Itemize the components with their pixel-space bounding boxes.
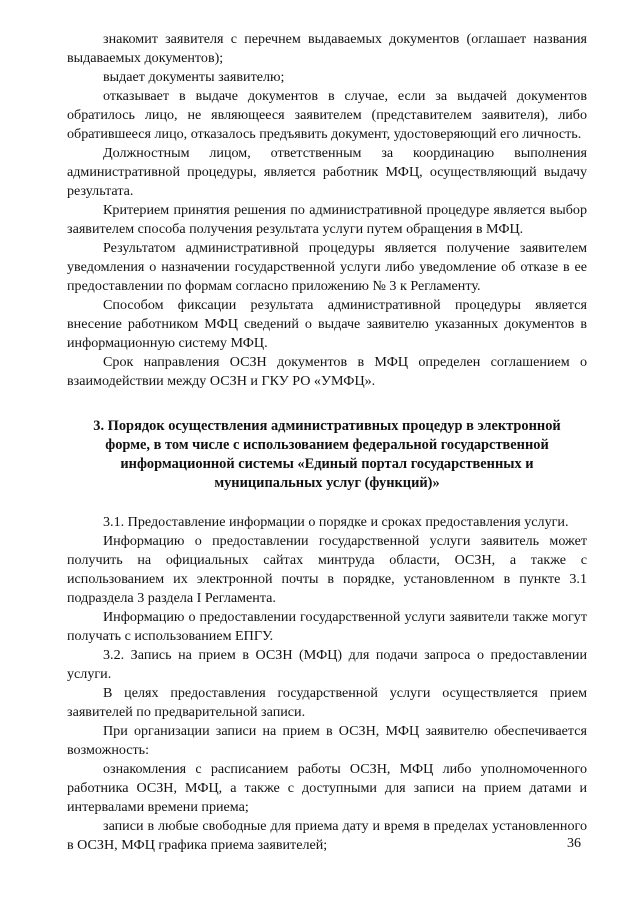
paragraph-free-slot: записи в любые свободные для приема дату и время в пределах установленного в ОСЗН, МФЦ графика приема заявителей;: [67, 818, 587, 853]
paragraph-refusal: отказывает в выдаче документов в случае, если за выдачей документов обратилось лицо, не являющееся заявителем (представителем заявителя), либо обратившееся лицо, отказалось предъявить документ, удостоверяющий его личность.: [67, 88, 587, 142]
document-page: [67, 30, 587, 855]
paragraph-appointment-options: При организации записи на прием в ОСЗН, МФЦ заявителю обеспечивается возможность:: [67, 723, 587, 758]
paragraph-preliminary-appointment: В целях предоставления государственной услуги осуществляется прием заявителей по предварительной записи.: [67, 685, 587, 720]
paragraph-issue-documents: выдает документы заявителю;: [103, 69, 285, 85]
paragraph-info-epgu: Информацию о предоставлении государственной услуги заявители также могут получать с использованием ЕПГУ.: [67, 609, 587, 644]
paragraph-responsible-official: Должностным лицом, ответственным за координацию выполнения административной процедуры, является работник МФЦ, осуществляющий выдачу результата.: [67, 145, 587, 199]
paragraph-result-recording: Способом фиксации результата административной процедуры является внесение работником МФЦ сведений о выдаче заявителю указанных документов в информационную систему МФЦ.: [67, 297, 587, 351]
paragraph-decision-criterion: Критерием принятия решения по административной процедуре является выбор заявителем способа получения результата услуги путем обращения в МФЦ.: [67, 202, 587, 237]
paragraph-procedure-result: Результатом административной процедуры является получение заявителем уведомления о назначении государственной услуги либо уведомление об отказе в ее предоставлении по формам согласно приложению № 3 к Регламенту.: [67, 240, 587, 294]
paragraph-3-2: 3.2. Запись на прием в ОСЗН (МФЦ) для подачи запроса о предоставлении услуги.: [67, 647, 587, 682]
page-number: 36: [567, 836, 581, 851]
paragraph-transfer-deadline: Срок направления ОСЗН документов в МФЦ определен соглашением о взаимодействии между ОСЗН и ГКУ РО «УМФЦ».: [67, 354, 587, 389]
paragraph-info-sources: Информацию о предоставлении государственной услуги заявитель может получить на официальных сайтах минтруда области, ОСЗН, а также с использованием их электронной почты в порядке, установленном в пункте 3.1 подраздела 3 раздела I Регламента.: [67, 533, 587, 606]
section-heading: 3. Порядок осуществления административных процедур в электронной форме, в том числе с использованием федеральной государственной информационной системы «Единый портал государственных и муниципальных услуг (функций)»: [93, 418, 561, 491]
paragraph-announce-documents: знакомит заявителя с перечнем выдаваемых документов (оглашает названия выдаваемых документов);: [67, 31, 587, 66]
paragraph-schedule-review: ознакомления с расписанием работы ОСЗН, МФЦ либо уполномоченного работника ОСЗН, МФЦ, а также с доступными для записи на прием датами и интервалами времени приема;: [67, 761, 587, 815]
paragraph-3-1: 3.1. Предоставление информации о порядке и сроках предоставления услуги.: [103, 514, 569, 530]
